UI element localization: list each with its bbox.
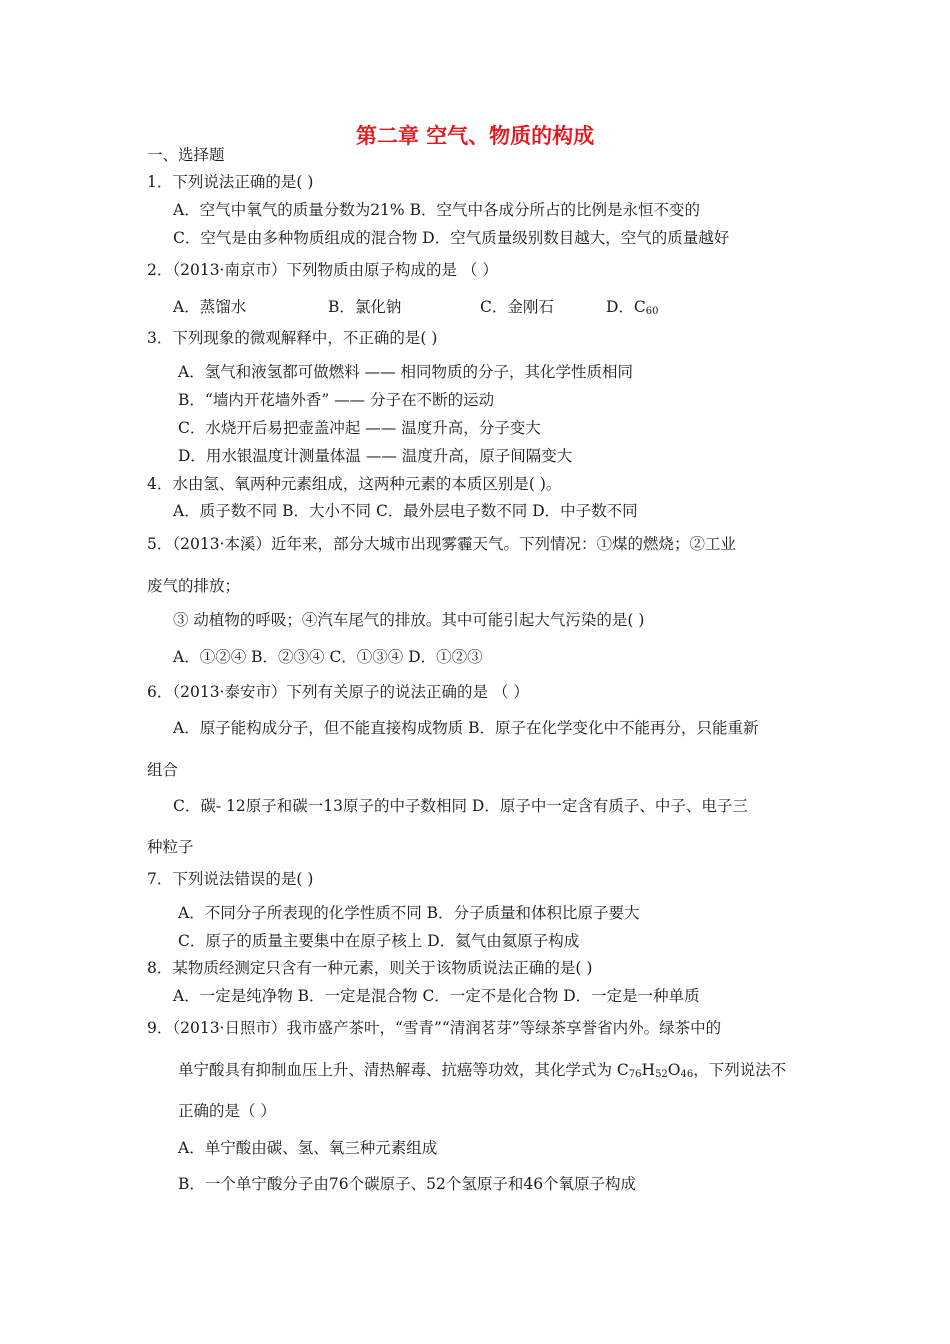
q3-option-d: D．用水银温度计测量体温 —— 温度升高，原子间隔变大	[178, 447, 573, 465]
q9-sub-o: 46	[680, 1069, 694, 1080]
q1-options-ab: A．空气中氧气的质量分数为21% B．空气中各成分所占的比例是永恒不变的	[173, 201, 700, 219]
question-5-items: ③ 动植物的呼吸；④汽车尾气的排放。其中可能引起大气污染的是( )	[173, 611, 645, 629]
q9-formula-text: 单宁酸具有抑制血压上升、清热解毒、抗癌等功效，其化学式为 C	[178, 1061, 629, 1079]
q6-options-cd: C．碳- 12原子和碳一13原子的中子数相同 D．原子中一定含有质子、中子、电子三	[173, 797, 748, 815]
question-3: 3．下列现象的微观解释中，不正确的是( )	[147, 329, 438, 347]
q2-option-d-text: D．C	[606, 298, 646, 316]
q9-tail: ，下列说法不	[693, 1061, 787, 1079]
q3-option-a: A．氢气和液氢都可做燃料 —— 相同物质的分子，其化学性质相同	[178, 363, 634, 381]
q9-sub-c: 76	[628, 1069, 642, 1080]
q5-options: A．①②④ B．②③④ C．①③④ D．①②③	[173, 648, 483, 666]
q6-options-ab: A．原子能构成分子，但不能直接构成物质 B．原子在化学变化中不能再分，只能重新	[173, 719, 759, 737]
section-heading: 一、选择题	[147, 146, 225, 164]
q9-option-b: B．一个单宁酸分子由76个碳原子、52个氢原子和46个氧原子构成	[178, 1175, 637, 1193]
q3-option-c: C．水烧开后易把壶盖冲起 —— 温度升高，分子变大	[178, 419, 541, 437]
question-9: 9．（2013·日照市）我市盛产茶叶，“雪青”“清润茗芽”等绿茶享誉省内外。绿茶中的	[147, 1019, 722, 1037]
question-5: 5．（2013·本溪）近年来，部分大城市出现雾霾天气。下列情况：①煤的燃烧；②工业	[147, 535, 736, 553]
q9-option-a: A．单宁酸由碳、氢、氧三种元素组成	[178, 1139, 438, 1157]
q2-option-d-subscript: 60	[645, 306, 659, 317]
q9-h: H	[641, 1061, 656, 1079]
question-4: 4．水由氢、氧两种元素组成，这两种元素的本质区别是( )。	[147, 475, 562, 493]
q3-option-b: B．“墙内开花墙外香” —— 分子在不断的运动	[178, 391, 495, 409]
q2-option-d	[606, 297, 659, 322]
q6-options-ab-cont: 组合	[147, 761, 179, 779]
q9-sub-h: 52	[655, 1069, 668, 1080]
q2-option-b: B．氯化钠	[328, 298, 402, 316]
question-1: 1．下列说法正确的是( )	[147, 173, 314, 191]
q2-option-c: C．金刚石	[480, 298, 554, 316]
q8-options: A．一定是纯净物 B．一定是混合物 C．一定不是化合物 D．一定是一种单质	[173, 987, 700, 1005]
question-6: 6．（2013·泰安市）下列有关原子的说法正确的是 （ ）	[147, 683, 529, 701]
chapter-title: 第二章 空气、物质的构成	[355, 124, 595, 148]
question-8: 8．某物质经测定只含有一种元素，则关于该物质说法正确的是( )	[147, 959, 593, 977]
q9-o: O	[667, 1061, 681, 1079]
q2-option-a: A．蒸馏水	[173, 298, 247, 316]
q7-options-ab: A．不同分子所表现的化学性质不同 B．分子质量和体积比原子要大	[178, 904, 640, 922]
q1-options-cd: C．空气是由多种物质组成的混合物 D．空气质量级别数目越大，空气的质量越好	[173, 229, 730, 247]
question-9-cont2: 正确的是（ ）	[178, 1102, 276, 1120]
q7-options-cd: C．原子的质量主要集中在原子核上 D．氦气由氦原子构成	[178, 932, 580, 950]
q4-options: A．质子数不同 B．大小不同 C．最外层电子数不同 D．中子数不同	[173, 502, 638, 520]
question-5-cont: 废气的排放；	[147, 577, 241, 595]
question-7: 7．下列说法错误的是( )	[147, 870, 314, 888]
question-9-cont	[178, 1060, 786, 1085]
q6-options-cd-cont: 种粒子	[147, 838, 194, 856]
question-2: 2．（2013·南京市）下列物质由原子构成的是 （ ）	[147, 261, 498, 279]
